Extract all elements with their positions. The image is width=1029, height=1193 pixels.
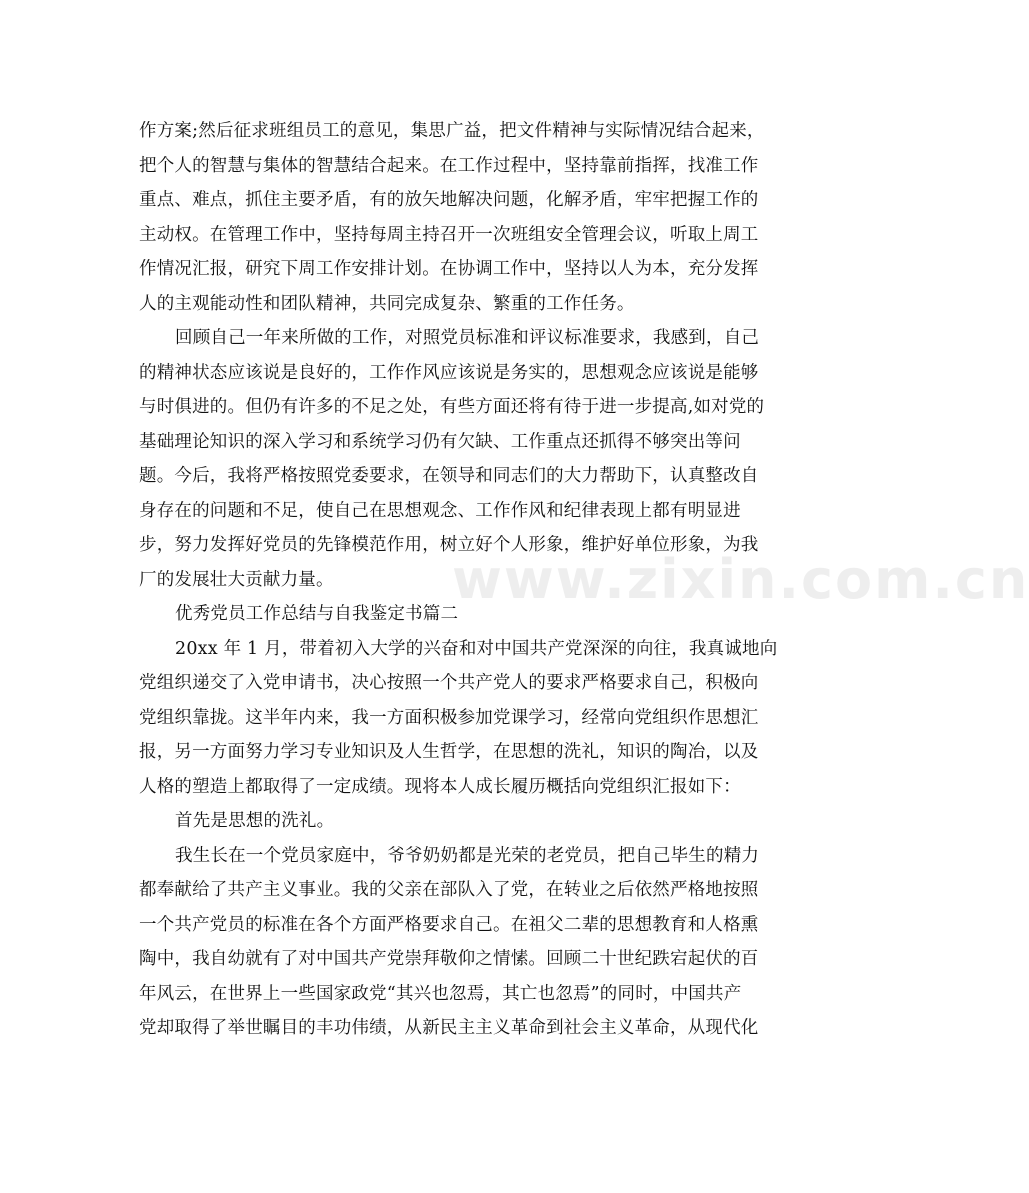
text-line: 基础理论知识的深入学习和系统学习仍有欠缺、工作重点还抓得不够突出等问 <box>139 431 741 452</box>
watermark: www.zixin.com.cn <box>452 548 1029 611</box>
text-line: 陶中，我自幼就有了对中国共产党崇拜敬仰之情愫。回顾二十世纪跌宕起伏的百 <box>139 949 759 969</box>
text-line: 作方案;然后征求班组员工的意见，集思广益，把文件精神与实际情况结合起来， <box>139 121 765 141</box>
text-line: 报，另一方面努力学习专业知识及人生哲学，在思想的洗礼，知识的陶冶，以及 <box>139 742 759 762</box>
text-line: 把个人的智慧与集体的智慧结合起来。在工作过程中，坚持靠前指挥，找准工作 <box>139 155 759 176</box>
text-line: 的精神状态应该说是良好的，工作作风应该说是务实的，思想观念应该说是能够 <box>139 362 759 383</box>
text-line: 都奉献给了共产主义事业。我的父亲在部队入了党，在转业之后依然严格地按照 <box>139 880 759 900</box>
text-line: 党组织靠拢。这半年内来，我一方面积极参加党课学习，经常向党组织作思想汇 <box>139 707 759 728</box>
text-line: 党却取得了举世瞩目的丰功伟绩，从新民主主义革命到社会主义革命，从现代化 <box>139 1018 759 1038</box>
text-line: 与时俱进的。但仍有许多的不足之处，有些方面还将有待于进一步提高,如对党的 <box>139 397 765 417</box>
text-line: 我生长在一个党员家庭中，爷爷奶奶都是光荣的老党员，把自己毕生的精力 <box>175 845 760 866</box>
text-line: 作情况汇报，研究下周工作安排计划。在协调工作中，坚持以人为本，充分发挥 <box>139 259 759 279</box>
text-line: 党组织递交了入党申请书，决心按照一个共产党人的要求严格要求自己，积极向 <box>139 673 759 693</box>
text-line: 重点、难点，抓住主要矛盾，有的放矢地解决问题，化解矛盾，牢牢把握工作的 <box>139 190 759 210</box>
text-line: 题。今后，我将严格按照党委要求，在领导和同志们的大力帮助下，认真整改自 <box>139 466 759 486</box>
text-line: 步，努力发挥好党员的先锋模范作用，树立好个人形象，维护好单位形象，为我 <box>139 535 759 555</box>
text-line: 人格的塑造上都取得了一定成绩。现将本人成长履历概括向党组织汇报如下： <box>139 776 741 797</box>
text-line: 主动权。在管理工作中，坚持每周主持召开一次班组安全管理会议，听取上周工 <box>139 224 759 245</box>
text-line: 首先是思想的洗礼。 <box>175 811 335 831</box>
text-line: 20xx 年 1 月，带着初入大学的兴奋和对中国共产党深深的向往，我真诚地向 <box>175 638 778 659</box>
text-line: 人的主观能动性和团队精神，共同完成复杂、繁重的工作任务。 <box>139 293 635 314</box>
text-line: 优秀党员工作总结与自我鉴定书篇二 <box>175 604 459 624</box>
text-line: 身存在的问题和不足，使自己在思想观念、工作作风和纪律表现上都有明显进 <box>139 500 741 521</box>
text-line: 回顾自己一年来所做的工作，对照党员标准和评议标准要求，我感到，自己 <box>175 328 760 348</box>
text-line: 年风云，在世界上一些国家政党“其兴也忽焉，其亡也忽焉”的同时，中国共产 <box>139 983 742 1004</box>
text-line: 厂的发展壮大贡献力量。 <box>139 569 334 590</box>
text-line: 一个共产党员的标准在各个方面严格要求自己。在祖父二辈的思想教育和人格熏 <box>139 914 759 935</box>
